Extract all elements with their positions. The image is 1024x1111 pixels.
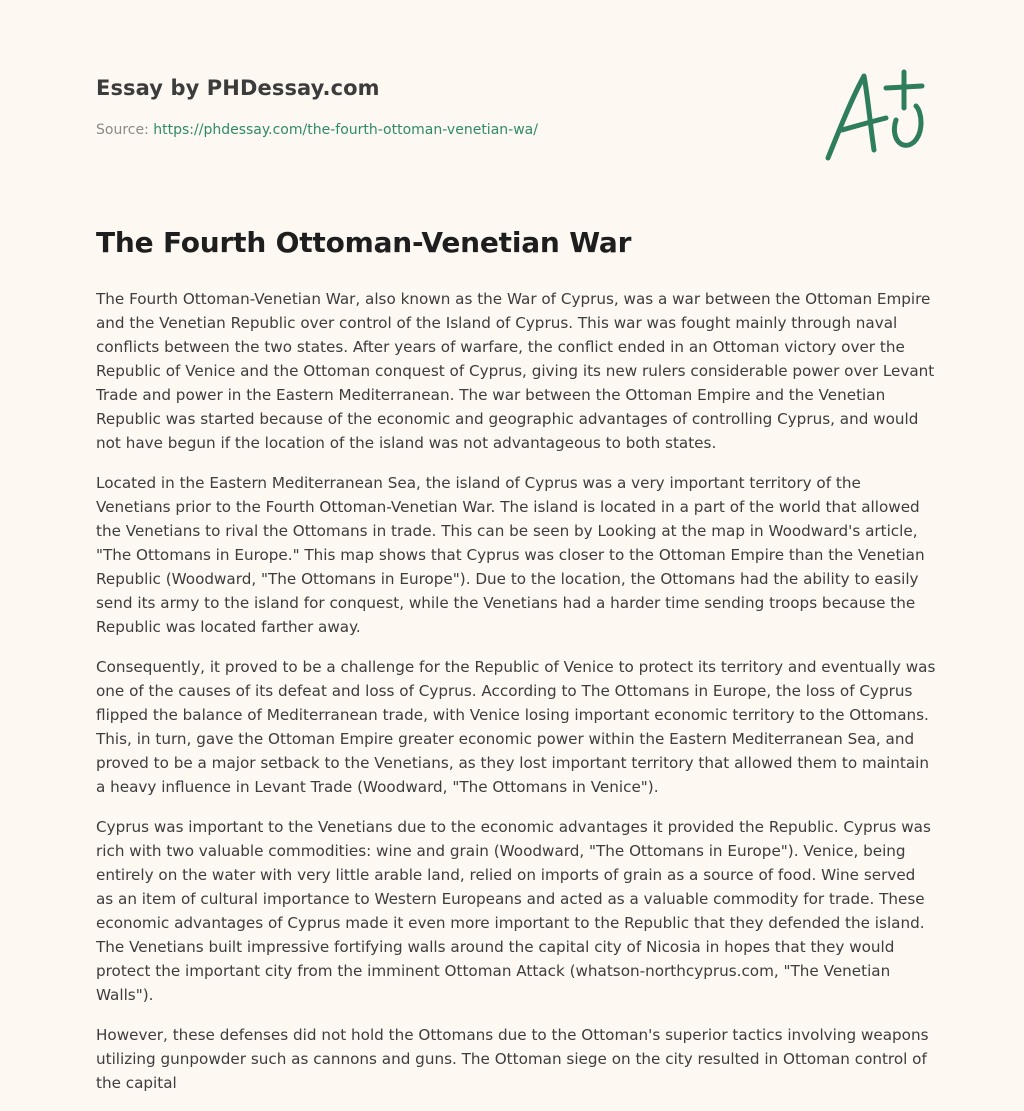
essay-paragraph: Located in the Eastern Mediterranean Sea, the island of Cyprus was a very important territory of the Venetians prior to the Fourth Ottoman-Venetian War. The island is located in a part of the world that allowed the Venetians to rival the Ottomans in trade. This can be seen by Looking at the map in Woodward's article, "The Ottomans in Europe." This map shows that Cyprus was closer to the Ottoman Empire than the Venetian Republic (Woodward, "The Ottomans in Europe"). Due to the location, the Ottomans had the ability to easily send its army to the island for conquest, while the Venetians had a harder time sending troops because the Republic was located farther away. [96,474,925,636]
essay-paragraph: However, these defenses did not hold the Ottomans due to the Ottoman's superior tactics involving weapons utilizing gunpowder such as cannons and guns. The Ottoman siege on the city resulted in Ottoman control of the capital [96,1026,929,1092]
essay-paragraph: Consequently, it proved to be a challenge for the Republic of Venice to protect its territory and eventually was one of the causes of its defeat and loss of Cyprus. According to The Ottomans in Europe, the loss of Cyprus flipped the balance of Mediterranean trade, with Venice losing important economic territory to the Ottomans. This, in turn, gave the Ottoman Empire greater economic power within the Eastern Mediterranean Sea, and proved to be a major setback to the Venetians, as they lost important territory that allowed them to maintain a heavy influence in Levant Trade (Woodward, "The Ottomans in Venice"). [96,658,936,796]
page-header [96,76,796,138]
source-link[interactable]: https://phdessay.com/the-fourth-ottoman-venetian-wa/ [153,122,538,138]
site-title: Essay by PHDessay.com [96,76,380,100]
essay-paragraph: The Fourth Ottoman-Venetian War, also known as the War of Cyprus, was a war between the Ottoman Empire and the Venetian Republic over control of the Island of Cyprus. This war was fought mainly through naval conflicts between the two states. After years of warfare, the conflict ended in an Ottoman victory over the Republic of Venice and the Ottoman conquest of Cyprus, giving its new rulers considerable power over Levant Trade and power in the Eastern Mediterranean. The war between the Ottoman Empire and the Venetian Republic was started because of the economic and geographic advantages of controlling Cyprus, and would not have begun if the location of the island was not advantageous to both states. [96,290,935,452]
essay-title: The Fourth Ottoman-Venetian War [96,226,632,259]
source-line [96,122,796,138]
essay-content [96,226,936,1111]
a-plus-grade-logo-icon [820,68,930,164]
essay-paragraph: Cyprus was important to the Venetians due to the economic advantages it provided the Republic. Cyprus was rich with two valuable commodities: wine and grain (Woodward, "The Ottomans in Europe"). Venice, being entirely on the water with very little arable land, relied on imports of grain as a source of food. Wine served as an item of cultural importance to Western Europeans and acted as a valuable commodity for trade. These economic advantages of Cyprus made it even more important to the Republic that they defended the island. The Venetians built impressive fortifying walls around the capital city of Nicosia in hopes that they would protect the important city from the imminent Ottoman Attack (whatson-northcyprus.com, "The Venetian Walls"). [96,818,931,1004]
source-label: Source: [96,122,149,138]
